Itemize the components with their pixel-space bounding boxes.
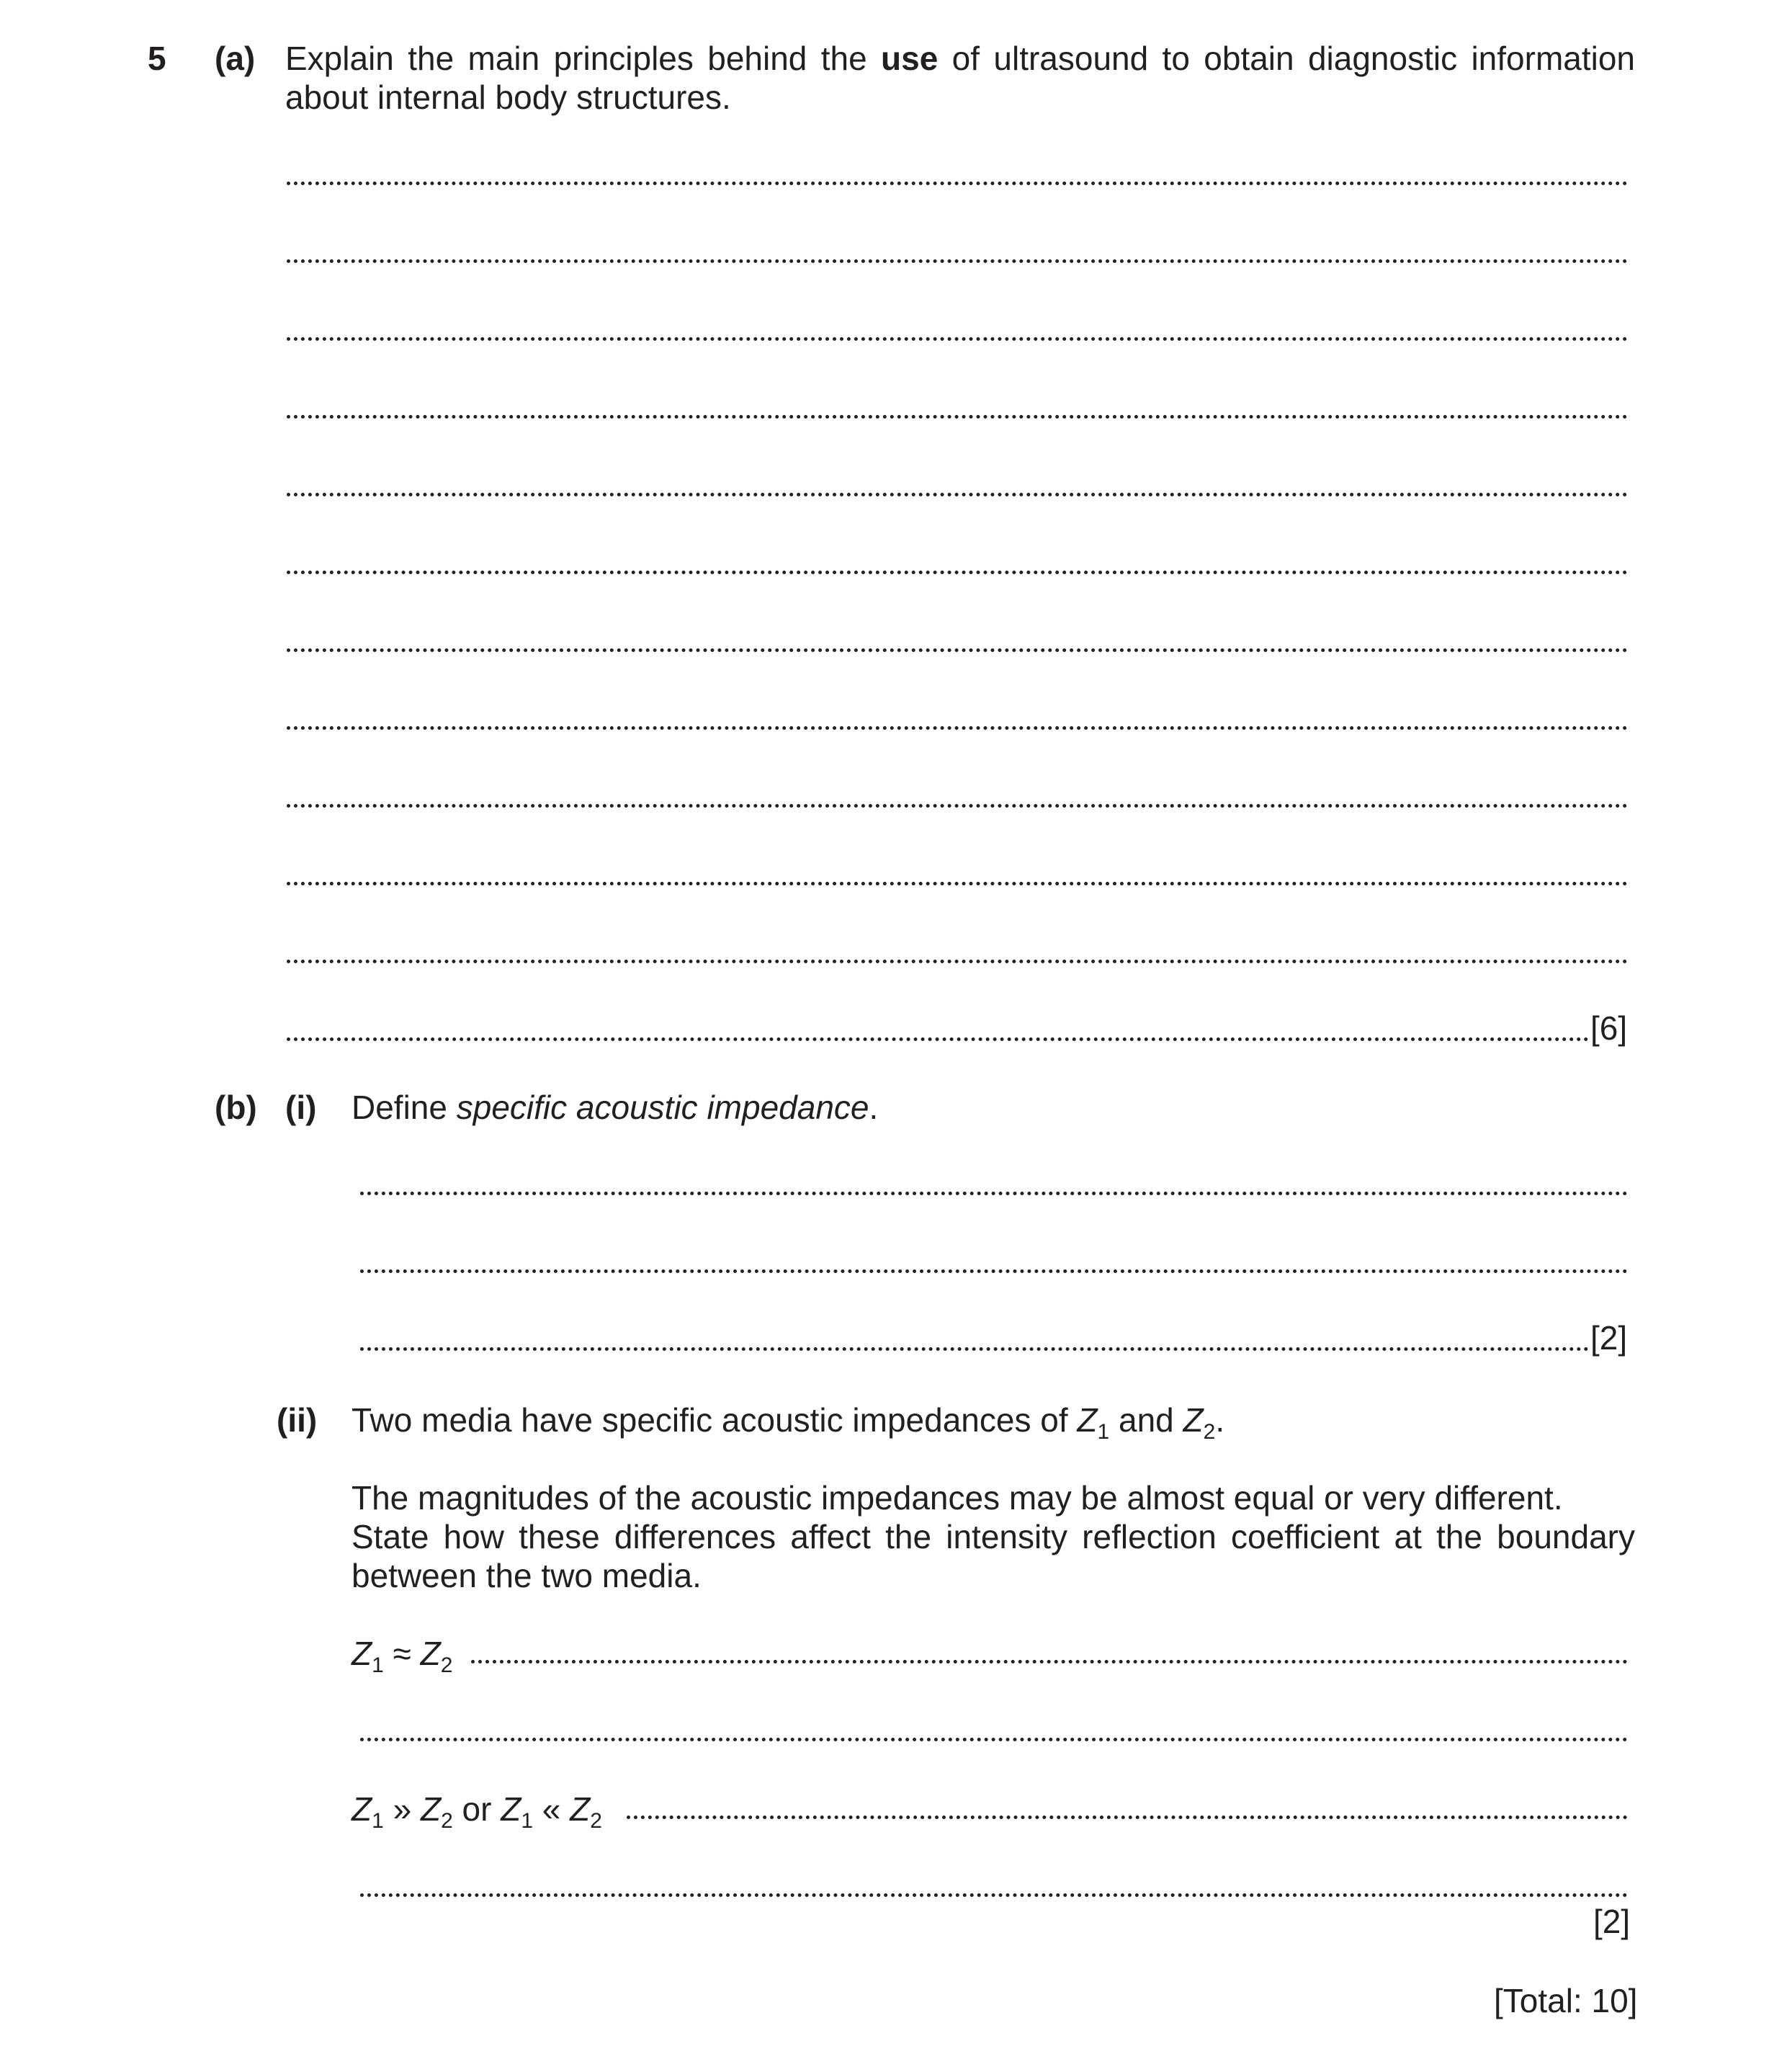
subscript-1: 1 — [372, 1653, 384, 1677]
answer-line[interactable] — [287, 182, 1628, 185]
answer-line[interactable] — [360, 1192, 1628, 1195]
answer-line[interactable] — [627, 1816, 1628, 1819]
part-a-bold-word: use — [881, 40, 939, 77]
answer-line[interactable] — [287, 648, 1628, 652]
subscript-2: 2 — [1203, 1420, 1216, 1444]
answer-line[interactable] — [471, 1660, 1628, 1664]
or-word: or — [462, 1790, 492, 1828]
part-b-ii-marks: [2] — [1593, 1903, 1631, 1940]
case-equal-label — [351, 1634, 453, 1677]
answer-line[interactable] — [287, 337, 1628, 341]
and-word: and — [1118, 1401, 1174, 1439]
answer-line[interactable] — [360, 1269, 1628, 1273]
subscript-1: 1 — [372, 1809, 384, 1833]
z-variable: Z — [501, 1790, 521, 1828]
part-b-i-question — [351, 1088, 878, 1127]
answer-line[interactable] — [287, 804, 1628, 808]
part-a-text-before: Explain the main principles behind the — [285, 40, 867, 77]
approx-symbol: ≈ — [393, 1635, 411, 1672]
z-variable: Z — [351, 1635, 372, 1672]
subscript-1: 1 — [1097, 1420, 1110, 1444]
answer-line[interactable] — [287, 493, 1628, 496]
part-b-label: (b) — [215, 1089, 257, 1126]
part-b-ii-para-line3: between the two media. — [351, 1557, 702, 1594]
part-b-i-label: (i) — [285, 1089, 317, 1126]
part-a-question-line2: about internal body structures. — [285, 79, 731, 116]
much-greater-symbol: » — [393, 1790, 412, 1828]
case-different-label — [351, 1790, 602, 1833]
part-a-text-after: of ultrasound to obtain diagnostic information — [951, 40, 1636, 77]
answer-line[interactable] — [360, 1893, 1628, 1897]
part-b-i-text-after: . — [869, 1089, 879, 1126]
question-number: 5 — [148, 40, 166, 77]
part-b-ii-stem — [351, 1401, 1225, 1444]
answer-line[interactable] — [287, 960, 1628, 963]
z-variable: Z — [351, 1790, 372, 1828]
part-b-ii-label: (ii) — [277, 1401, 318, 1439]
answer-line[interactable] — [360, 1347, 1589, 1351]
part-b-ii-stem-text: Two media have specific acoustic impedances of — [351, 1401, 1068, 1439]
part-b-i-italic-term: specific acoustic impedance — [456, 1089, 869, 1126]
answer-line[interactable] — [287, 882, 1628, 885]
subscript-1: 1 — [521, 1809, 534, 1833]
answer-line[interactable] — [287, 259, 1628, 263]
z-variable: Z — [1077, 1401, 1098, 1439]
total-marks: [Total: 10] — [1494, 1982, 1638, 2019]
z-variable: Z — [570, 1790, 591, 1828]
subscript-2: 2 — [440, 1653, 453, 1677]
z-variable: Z — [420, 1790, 442, 1828]
part-a-question-line1 — [285, 39, 1635, 78]
stem-end: . — [1215, 1401, 1225, 1439]
part-b-ii-para-line2: State how these differences affect the intensity reflection coefficient at the boundary — [351, 1518, 1635, 1555]
answer-line[interactable] — [287, 1037, 1589, 1041]
answer-line[interactable] — [287, 571, 1628, 574]
answer-line[interactable] — [287, 726, 1628, 730]
subscript-2: 2 — [590, 1809, 602, 1833]
subscript-2: 2 — [441, 1809, 453, 1833]
part-a-label: (a) — [215, 40, 256, 77]
part-b-i-text-before: Define — [351, 1089, 447, 1126]
part-b-i-marks: [2] — [1590, 1319, 1628, 1357]
part-b-ii-para-line1: The magnitudes of the acoustic impedances may be almost equal or very different. — [351, 1479, 1563, 1517]
answer-line[interactable] — [287, 415, 1628, 419]
answer-line[interactable] — [360, 1738, 1628, 1741]
much-less-symbol: « — [542, 1790, 561, 1828]
z-variable: Z — [420, 1635, 441, 1672]
z-variable: Z — [1183, 1401, 1204, 1439]
part-a-marks: [6] — [1590, 1009, 1628, 1047]
